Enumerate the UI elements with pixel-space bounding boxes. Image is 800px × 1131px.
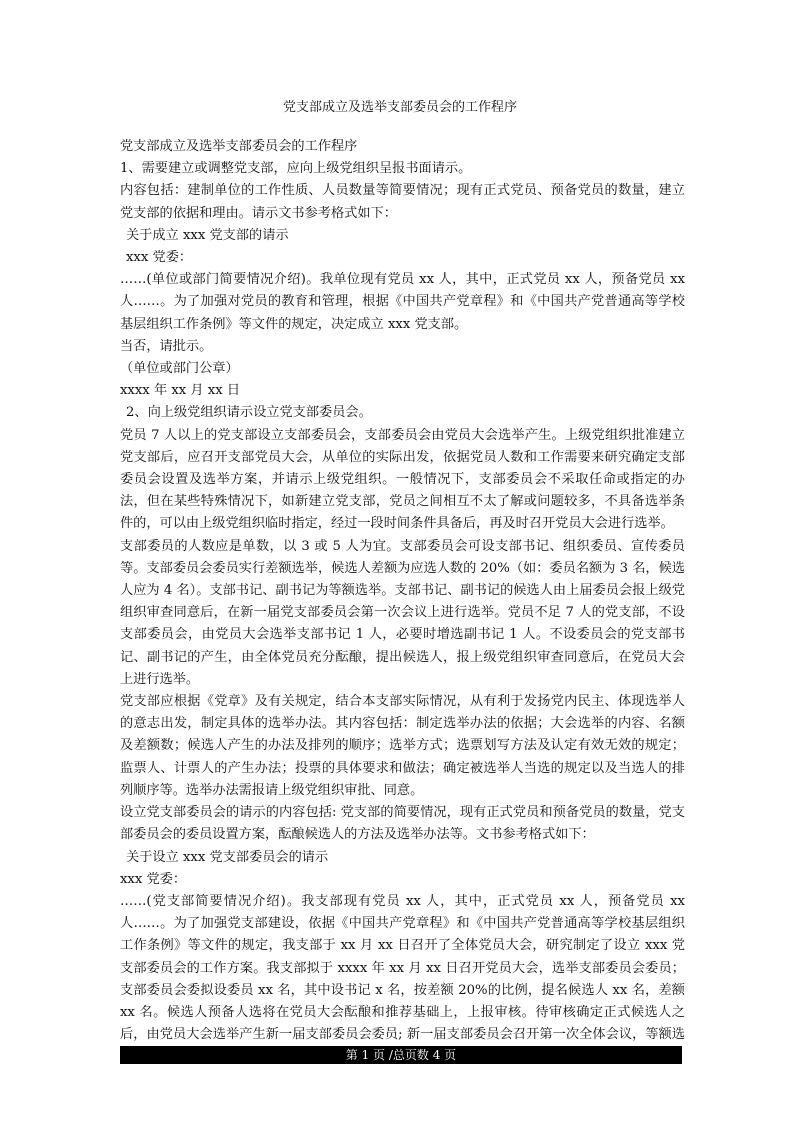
paragraph-committee-setup: 党员 7 人以上的党支部设立支部委员会，支部委员会由党员大会选举产生。上级党组织批准建立党支部后，应召开支部党员大会，从单位的实际出发，依据党员人数和工作需要来研究确定支部委员会设置及选举方案，并请示上级党组织。一般情况下，支部委员会不采取任命或指定的办法，但在某些特殊情况下，如新建立党支部，党员之间相互不太了解或问题较多，不具备选举条件的，可以由上级党组织临时指定，经过一段时间条件具备后，再及时召开党员大会进行选举。 [120, 427, 685, 532]
page-footer: 第 1 页 /总页数 4 页 [120, 1046, 682, 1064]
request-body-2: ……(党支部简要情况介绍)。我支部现有党员 xx 人，其中，正式党员 xx 人，预备党员 xx 人……。为了加强党支部建设，依据《中国共产党章程》和《中国共产党普通高等学校基层组织工作条例》等文件的规定，我支部于 xx 月 xx 日召开了全体党员大会，研究制定了设立 xxx 党支部委员会的工作方案。我支部拟于 xxxx 年 xx 月 xx 日召开党员大会，选举支部委员会委员；支部委员会委拟设委员 xx 名，其中设书记 x 名，按差额 20%的比例，提名候选人 xx 名，差额 xx 名。候选人预备人选将在党员大会酝酿和推荐基础上，上报审核。待审核确定正式候选人之后，由党员大会选举产生新一届支部委员会委员; 新一届支部委员会召开第一次全体会议，等额选 [120, 893, 685, 1043]
paragraph-heading: 党支部成立及选举支部委员会的工作程序 [120, 139, 358, 154]
paragraph-request-content: 设立党支部委员会的请示的内容包括: 党支部的简要情况，现有正式党员和预备党员的数量，党支部委员会的委员设置方案，酝酿候选人的方法及选举办法等。文书参考格式如下： [120, 805, 685, 843]
salutation-2: xxx 党委： [120, 871, 187, 887]
document-body [120, 136, 685, 1069]
seal-note: （单位或部门公章） [120, 361, 239, 377]
paragraph-step-2: 2、向上级党组织请示设立党支部委员会。 [126, 405, 372, 421]
paragraph-committee-size: 支部委员的人数应是单数，以 3 或 5 人为宜。支部委员会可设支部书记、组织委员、宣传委员等。支部委员会委员实行差额选举，候选人差额为应选人数的 20%（如：委员名额为 3 名，候选人应为 4 名）。支部书记、副书记为等额选举。支部书记、副书记的候选人由上届委员会报上级党组织审查同意后，在新一届党支部委员会第一次会议上进行选举。党员不足 7 人的党支部，不设支部委员会，由党员大会选举支部书记 1 人，必要时增选副书记 1 人。不设委员会的党支部书记、副书记的产生，由全体党员充分酝酿，提出候选人，报上级党组织审查同意后，在党员大会上进行选举。 [120, 538, 685, 687]
closing-1: 当否，请批示。 [120, 338, 213, 354]
document-title: 党支部成立及选举支部委员会的工作程序 [282, 100, 517, 115]
request-body-1: ……(单位或部门简要情况介绍)。我单位现有党员 xx 人，其中，正式党员 xx 人，预备党员 xx 人……。为了加强对党员的教育和管理，根据《中国共产党章程》和《中国共产党普通高等学校基层组织工作条例》等文件的规定，决定成立 xxx 党支部。 [120, 272, 685, 332]
paragraph-step-1: 1、需要建立或调整党支部，应向上级党组织呈报书面请示。 [120, 161, 472, 177]
paragraph-content: 内容包括：建制单位的工作性质、人员数量等简要情况；现有正式党员、预备党员的数量，建立党支部的依据和理由。请示文书参考格式如下： [120, 183, 685, 221]
salutation-1: xxx 党委： [126, 250, 193, 266]
date-line: xxxx 年 xx 月 xx 日 [120, 383, 241, 399]
request-title-1: 关于成立 xxx 党支部的请示 [126, 227, 289, 243]
paragraph-election-method: 党支部应根据《党章》及有关规定，结合本支部实际情况，从有利于发扬党内民主、体现选举人的意志出发，制定具体的选举办法。其内容包括：制定选举办法的依据；大会选举的内容、名额及差额数；候选人产生的办法及排列的顺序；选举方式；选票划写方法及认定有效无效的规定；监票人、计票人的产生办法；投票的具体要求和做法；确定被选举人当选的规定以及当选人的排列顺序等。选举办法需报请上级党组织审批、同意。 [120, 694, 685, 798]
request-title-2: 关于设立 xxx 党支部委员会的请示 [126, 849, 329, 865]
